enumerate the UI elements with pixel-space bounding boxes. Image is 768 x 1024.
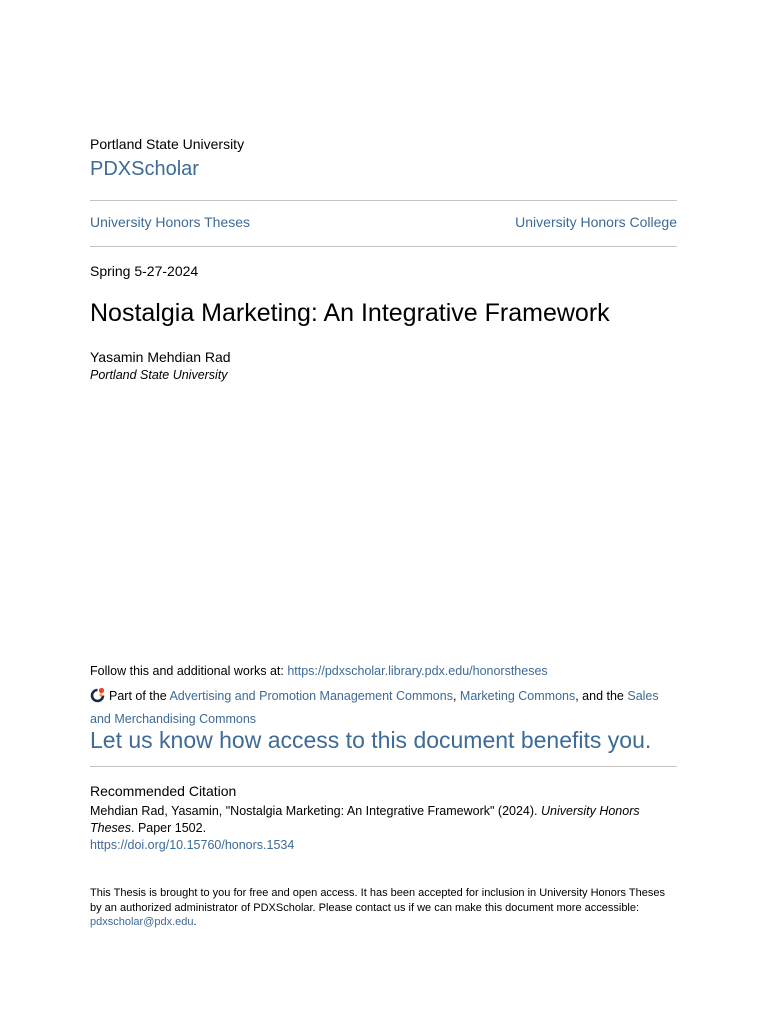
open-access-icon xyxy=(90,687,106,709)
part-of-line xyxy=(90,686,677,729)
honors-theses-link[interactable]: University Honors Theses xyxy=(90,214,251,230)
advertising-commons-link[interactable]: Advertising and Promotion Management Commons xyxy=(169,689,453,703)
author-name: Yasamin Mehdian Rad xyxy=(90,349,231,365)
divider xyxy=(90,246,677,247)
contact-email-link[interactable]: pdxscholar@pdx.edu xyxy=(90,916,194,928)
feedback-link[interactable]: Let us know how access to this document benefits you. xyxy=(90,727,652,753)
institution-name: Portland State University xyxy=(90,136,245,152)
citation-text xyxy=(90,803,677,837)
publication-date: Spring 5-27-2024 xyxy=(90,263,199,279)
separator-text: , xyxy=(452,689,460,703)
marketing-commons-link[interactable]: Marketing Commons xyxy=(459,689,576,703)
sales-commons-link[interactable]: Sales and Merchandising Commons xyxy=(90,689,659,726)
part-of-prefix: Part of the xyxy=(109,689,170,703)
author-affiliation: Portland State University xyxy=(90,368,228,382)
access-notice-end: . xyxy=(193,916,197,928)
follow-line xyxy=(90,664,677,678)
collection-nav xyxy=(90,214,677,230)
citation-heading: Recommended Citation xyxy=(90,783,237,799)
citation-main: Mehdian Rad, Yasamin, "Nostalgia Marketing: An Integrative Framework" (2024). xyxy=(90,804,541,818)
access-notice xyxy=(90,886,677,930)
citation-series: University Honors Theses xyxy=(90,804,640,835)
divider xyxy=(90,200,677,201)
separator-text: , and the xyxy=(575,689,628,703)
honors-college-link[interactable]: University Honors College xyxy=(515,214,677,230)
follow-url-link[interactable]: https://pdxscholar.library.pdx.edu/honorstheses xyxy=(287,664,548,678)
document-title: Nostalgia Marketing: An Integrative Framework xyxy=(90,299,610,327)
divider xyxy=(90,766,677,767)
repository-link[interactable]: PDXScholar xyxy=(90,158,199,180)
follow-prefix: Follow this and additional works at: xyxy=(90,664,288,678)
access-notice-text: This Thesis is brought to you for free and open access. It has been accepted for inclusion in University Honors Theses by an authorized administrator of PDXScholar. Please contact us if we can make this document more accessible: xyxy=(90,887,665,914)
doi-link[interactable]: https://doi.org/10.15760/honors.1534 xyxy=(90,838,295,852)
citation-paper: . Paper 1502. xyxy=(131,821,207,835)
